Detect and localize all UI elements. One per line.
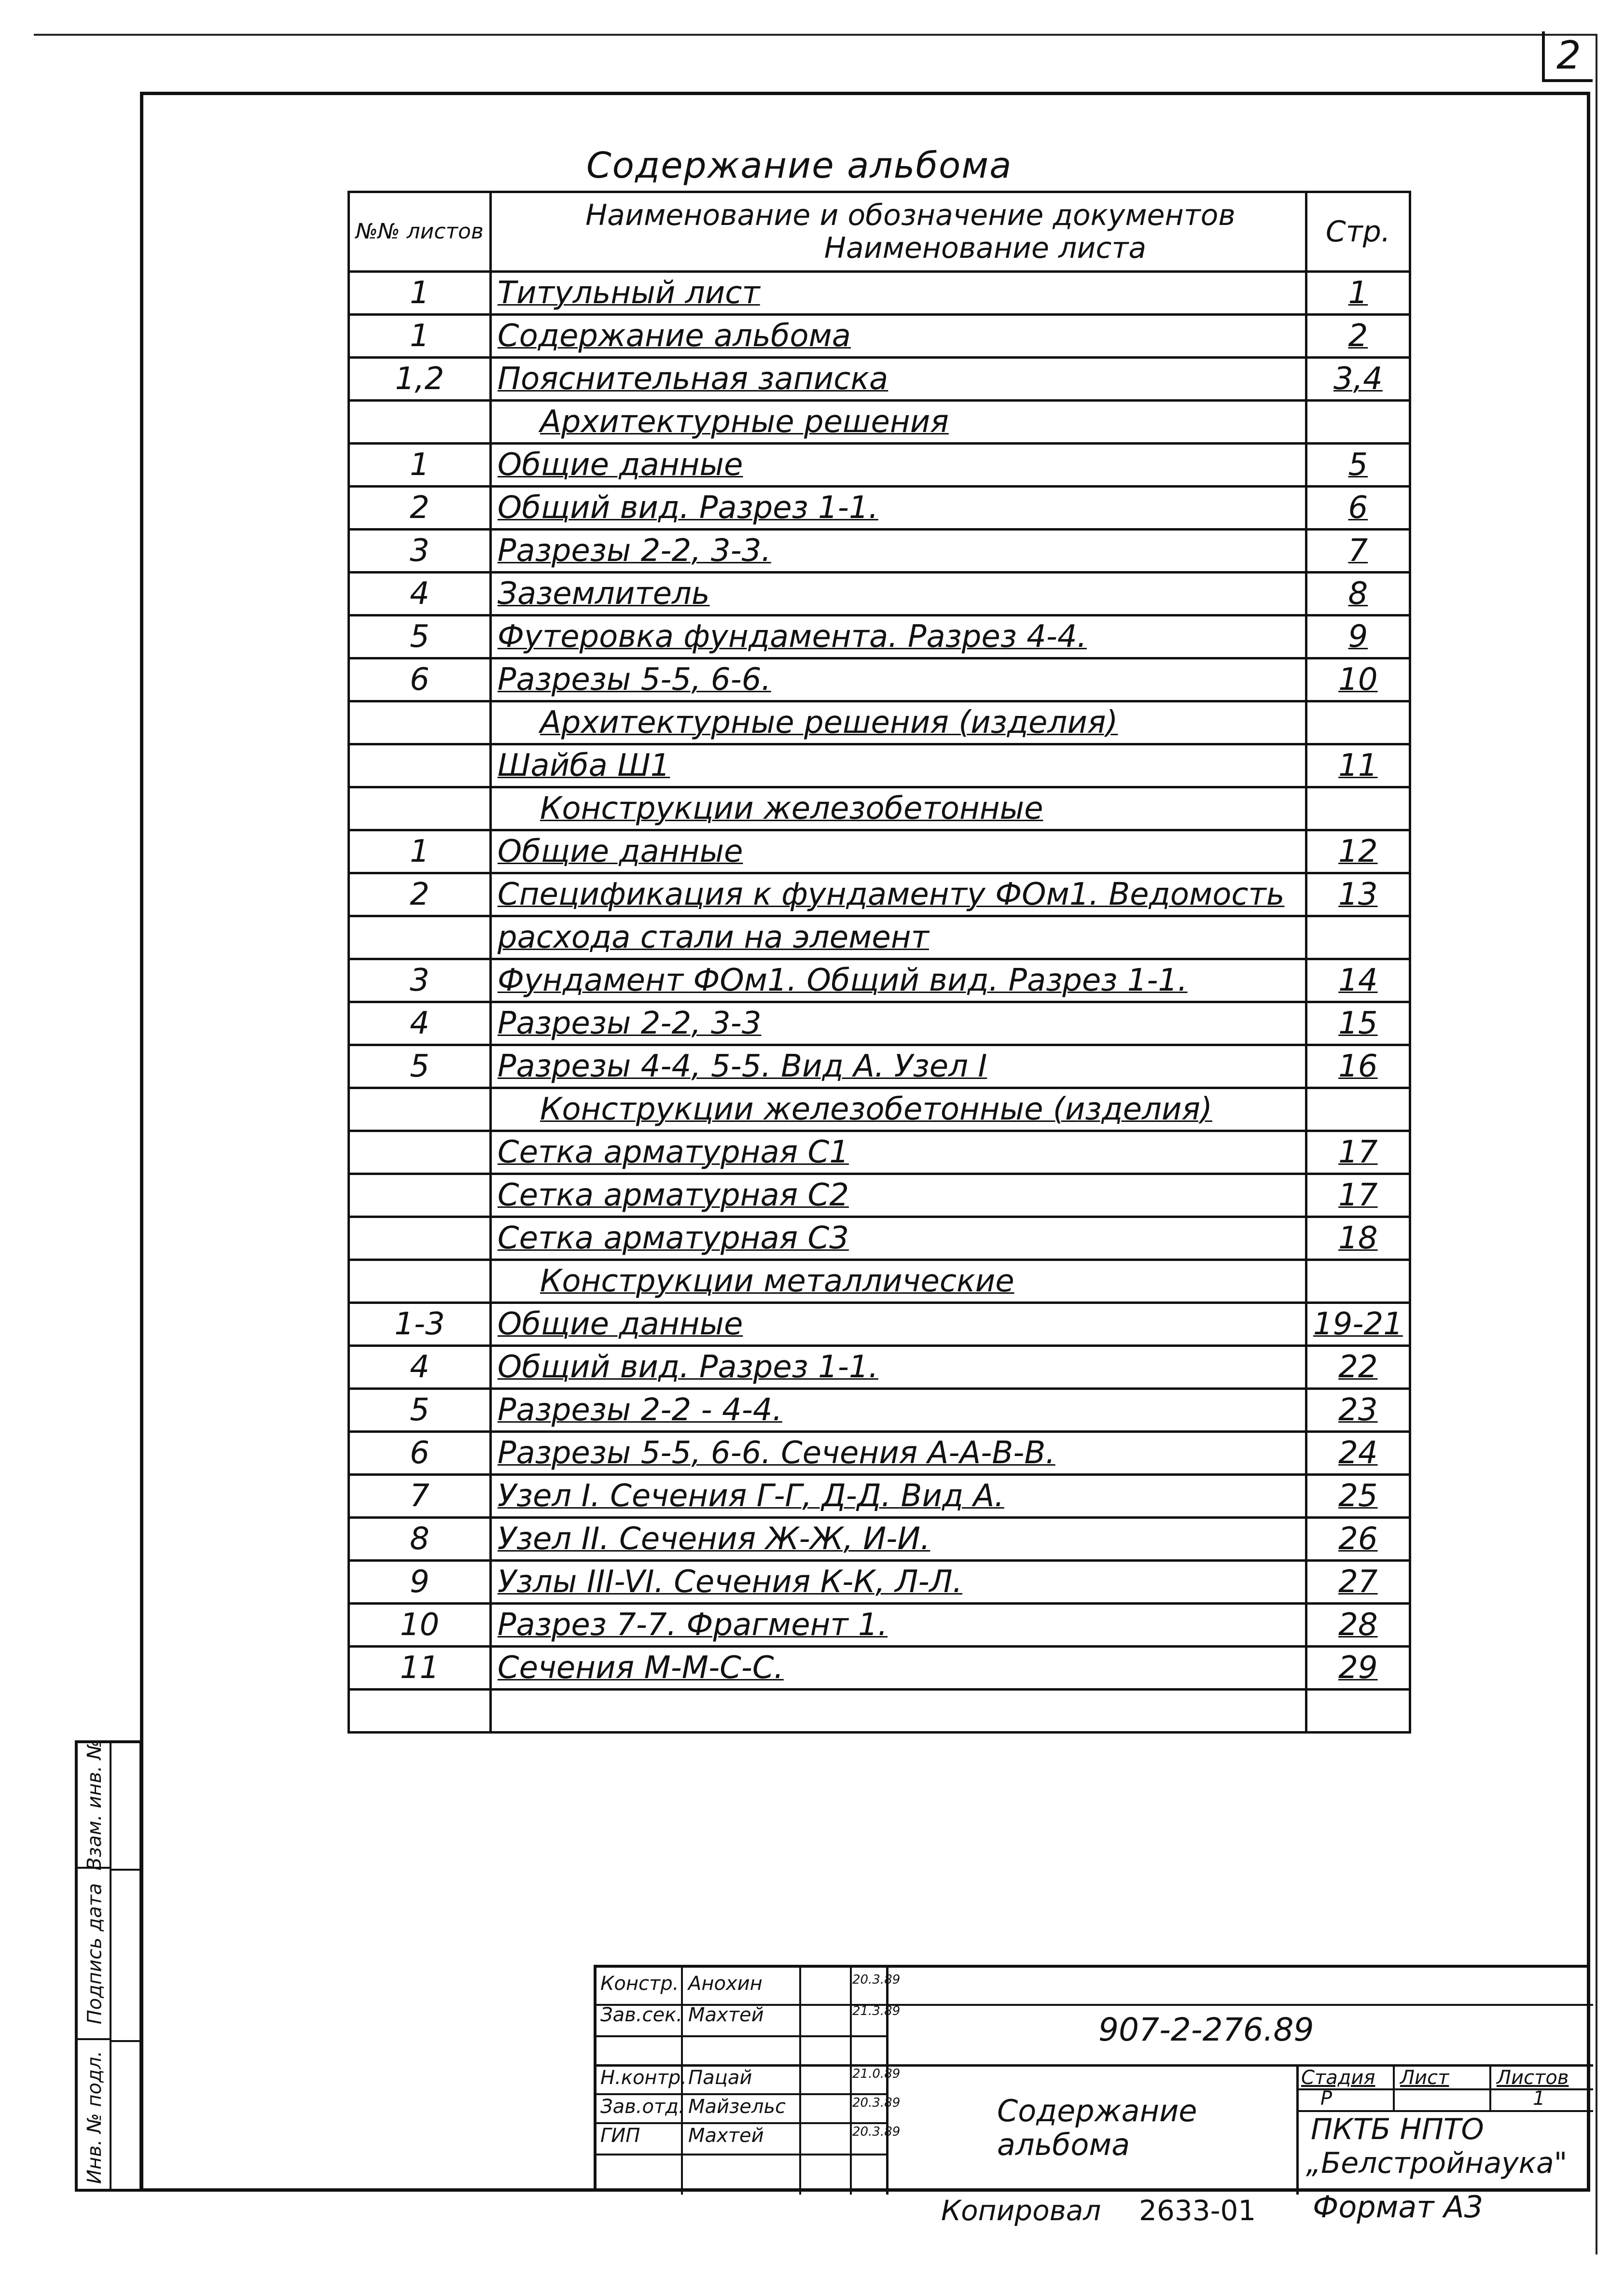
sheet-name-cell: Сечения М-М-С-С. [490, 1647, 1306, 1690]
page-cell: 25 [1306, 1475, 1410, 1518]
page-cell: 2 [1306, 315, 1410, 358]
title-block [594, 1965, 1590, 2192]
column-header-name-line1: Наименование и обозначение документов [585, 198, 1235, 232]
page-cell: 14 [1306, 959, 1410, 1002]
page-cell: 6 [1306, 487, 1410, 530]
table-row [349, 1647, 1410, 1690]
page-cell: 12 [1306, 830, 1410, 873]
page-cell: 22 [1306, 1346, 1410, 1389]
sheet-name-cell: Узел II. Сечения Ж-Ж, И-И. [490, 1518, 1306, 1561]
column-header-name [490, 192, 1306, 272]
table-row [349, 1174, 1410, 1217]
signer-role: Зав.отд. [600, 2096, 685, 2118]
page-cell: 15 [1306, 1002, 1410, 1045]
page-title: Содержание альбома [586, 145, 1013, 186]
sheet-number-cell [349, 401, 491, 444]
page-cell: 5 [1306, 444, 1410, 487]
table-row [349, 1045, 1410, 1088]
sheet-name-cell: Разрезы 5-5, 6-6. [490, 658, 1306, 701]
table-row [349, 616, 1410, 658]
sheet-name-cell: Общие данные [490, 444, 1306, 487]
table-row [349, 1131, 1410, 1174]
signer-name: Махтей [688, 2125, 764, 2147]
signer-role: Зав.сек. [600, 2004, 682, 2026]
signer-date: 20.3.89 [852, 1973, 901, 1987]
table-row [349, 487, 1410, 530]
table-row [349, 830, 1410, 873]
sheet-name-line2: альбома [997, 2127, 1130, 2162]
sheet-number-cell: 3 [349, 959, 491, 1002]
sheet-number-cell [349, 744, 491, 787]
sheet-name-cell: Содержание альбома [490, 315, 1306, 358]
sheet-number-cell: 5 [349, 616, 491, 658]
sheet-number-cell [349, 1088, 491, 1131]
sheet-number-cell [349, 701, 491, 744]
sheet-number-cell: 9 [349, 1561, 491, 1604]
sheet-number-cell [349, 1174, 491, 1217]
sheet-number-cell: 1-3 [349, 1303, 491, 1346]
inv-no-cell: Инв. № подл. [83, 2051, 106, 2184]
table-row [349, 1303, 1410, 1346]
sheet-name-cell: Разрезы 2-2, 3-3 [490, 1002, 1306, 1045]
sheet-number-cell: 1 [349, 444, 491, 487]
sheet-name-cell: Узлы III-VI. Сечения К-К, Л-Л. [490, 1561, 1306, 1604]
table-row [349, 873, 1410, 916]
sheet-number-cell: 4 [349, 1002, 491, 1045]
page-cell [1306, 1260, 1410, 1303]
signer-date: 20.3.89 [852, 2125, 901, 2139]
page-cell: 28 [1306, 1604, 1410, 1647]
sheet-number-cell: 11 [349, 1647, 491, 1690]
page-cell: 10 [1306, 658, 1410, 701]
signer-name: Майзельс [688, 2096, 786, 2118]
column-header-name-line2: Наименование листа [824, 231, 1147, 265]
section-row [349, 787, 1410, 830]
table-row [349, 444, 1410, 487]
sheet-name-cell: Общие данные [490, 1303, 1306, 1346]
page-cell: 7 [1306, 530, 1410, 573]
section-row [349, 1260, 1410, 1303]
section-title-cell: Архитектурные решения (изделия) [490, 701, 1306, 744]
sheet-number-cell [349, 1260, 491, 1303]
sheet-label: Лист [1400, 2067, 1449, 2089]
page-cell: 18 [1306, 1217, 1410, 1260]
sheet-number-cell: 2 [349, 487, 491, 530]
page-cell [1306, 401, 1410, 444]
table-row [349, 1217, 1410, 1260]
side-approval-stamp [75, 1740, 142, 2192]
page-cell: 1 [1306, 272, 1410, 315]
sheet-number-cell: 10 [349, 1604, 491, 1647]
sheet-name-cell: Общие данные [490, 830, 1306, 873]
sheet-number-cell: 1 [349, 830, 491, 873]
sheet-number-cell [349, 787, 491, 830]
table-row [349, 530, 1410, 573]
replace-inv-cell: Взам. инв. № [78, 1743, 111, 1869]
table-row [349, 1346, 1410, 1389]
section-title-cell: Конструкции железобетонные [490, 787, 1306, 830]
sheet-number-cell: 3 [349, 530, 491, 573]
page-cell [1306, 916, 1410, 959]
sheet-name-cell: Разрез 7-7. Фрагмент 1. [490, 1604, 1306, 1647]
signer-role: ГИП [600, 2125, 640, 2147]
page-cell: 3,4 [1306, 358, 1410, 401]
sheet-number-cell [349, 916, 491, 959]
copied-by-label: Копировал [941, 2194, 1101, 2227]
page-cell: 17 [1306, 1174, 1410, 1217]
sheet-number-cell [349, 1690, 491, 1733]
page-cell: 13 [1306, 873, 1410, 916]
stage-value: Р [1320, 2087, 1333, 2110]
page-cell: 11 [1306, 744, 1410, 787]
organization-line2: „Белстройнаука" [1306, 2146, 1568, 2180]
table-row [349, 744, 1410, 787]
sheet-number: 2 [1542, 31, 1593, 82]
signer-role: Констр. [600, 1973, 679, 1995]
sheet-name-cell: Общий вид. Разрез 1-1. [490, 487, 1306, 530]
signer-date: 21.3.89 [852, 2004, 901, 2018]
sheet-number-cell: 7 [349, 1475, 491, 1518]
signer-date: 20.3.89 [852, 2096, 901, 2110]
sheet-name-cell: расхода стали на элемент [490, 916, 1306, 959]
signer-role: Н.контр. [600, 2067, 687, 2089]
sheet-number-cell: 8 [349, 1518, 491, 1561]
section-row [349, 701, 1410, 744]
page-cell: 9 [1306, 616, 1410, 658]
sheet-number-cell: 1 [349, 315, 491, 358]
table-row [349, 916, 1410, 959]
table-row [349, 1690, 1410, 1733]
side-divider [111, 2040, 142, 2042]
sheet-number-cell: 4 [349, 1346, 491, 1389]
sheet-number-cell: 1,2 [349, 358, 491, 401]
column-header-num: №№ листов [349, 192, 491, 272]
section-title-cell: Конструкции железобетонные (изделия) [490, 1088, 1306, 1131]
table-row [349, 1475, 1410, 1518]
sheet-name-cell: Общий вид. Разрез 1-1. [490, 1346, 1306, 1389]
sheets-value: 1 [1533, 2087, 1545, 2110]
sheet-name-cell: Пояснительная записка [490, 358, 1306, 401]
table-row [349, 358, 1410, 401]
page-cell [1306, 787, 1410, 830]
sheet-number-cell [349, 1217, 491, 1260]
sheet-name-cell: Титульный лист [490, 272, 1306, 315]
sheet-name-cell: Футеровка фундамента. Разрез 4-4. [490, 616, 1306, 658]
table-row [349, 1389, 1410, 1432]
contents-table [347, 191, 1411, 1734]
table-row [349, 658, 1410, 701]
table-row [349, 1432, 1410, 1475]
page-cell [1306, 1690, 1410, 1733]
page-cell: 17 [1306, 1131, 1410, 1174]
signer-name: Пацай [688, 2067, 752, 2089]
sheet-name-cell: Разрезы 5-5, 6-6. Сечения А-А-В-В. [490, 1432, 1306, 1475]
sheet-name-cell: Узел I. Сечения Г-Г, Д-Д. Вид А. [490, 1475, 1306, 1518]
table-row [349, 959, 1410, 1002]
sheet-name-cell [490, 1690, 1306, 1733]
sheet-name-cell: Разрезы 4-4, 5-5. Вид А. Узел I [490, 1045, 1306, 1088]
organization-line1: ПКТБ НПТО [1311, 2113, 1484, 2146]
section-title-cell: Конструкции металлические [490, 1260, 1306, 1303]
page-cell: 26 [1306, 1518, 1410, 1561]
sheet-name-cell: Сетка арматурная С3 [490, 1217, 1306, 1260]
sheet-name-cell: Сетка арматурная С1 [490, 1131, 1306, 1174]
section-row [349, 401, 1410, 444]
table-row [349, 1002, 1410, 1045]
signer-name: Анохин [688, 1973, 763, 1995]
format-label: Формат А3 [1313, 2189, 1484, 2225]
page-cell: 27 [1306, 1561, 1410, 1604]
stage-label: Стадия [1301, 2067, 1375, 2089]
table-row [349, 573, 1410, 616]
signer-date: 21.0.89 [852, 2067, 901, 2081]
page-cell: 24 [1306, 1432, 1410, 1475]
page-cell: 16 [1306, 1045, 1410, 1088]
sheet-name-cell: Фундамент ФОм1. Общий вид. Разрез 1-1. [490, 959, 1306, 1002]
sheet-number-cell: 4 [349, 573, 491, 616]
section-title-cell: Архитектурные решения [490, 401, 1306, 444]
column-header-page: Стр. [1306, 192, 1410, 272]
sheet-name-cell: Разрезы 2-2, 3-3. [490, 530, 1306, 573]
copy-number: 2633-01 [1139, 2194, 1256, 2227]
table-row [349, 272, 1410, 315]
table-row [349, 1561, 1410, 1604]
page-cell: 8 [1306, 573, 1410, 616]
sheets-label: Листов [1497, 2067, 1569, 2089]
table-row [349, 1518, 1410, 1561]
sheet-number-cell: 6 [349, 1432, 491, 1475]
page-cell [1306, 1088, 1410, 1131]
sheet-number-cell: 5 [349, 1389, 491, 1432]
sheet-number-cell: 2 [349, 873, 491, 916]
table-row [349, 1604, 1410, 1647]
sheet-number-cell [349, 1131, 491, 1174]
page-cell [1306, 701, 1410, 744]
page-cell: 19-21 [1306, 1303, 1410, 1346]
sheet-name-cell: Разрезы 2-2 - 4-4. [490, 1389, 1306, 1432]
sheet-name-cell: Сетка арматурная С2 [490, 1174, 1306, 1217]
sheet-number-cell: 5 [349, 1045, 491, 1088]
sheet-number-cell: 6 [349, 658, 491, 701]
sheet-name-cell: Заземлитель [490, 573, 1306, 616]
document-designation: 907-2-276.89 [1098, 2011, 1314, 2048]
table-row [349, 315, 1410, 358]
side-divider [111, 1869, 142, 1871]
section-row [349, 1088, 1410, 1131]
page-cell: 23 [1306, 1389, 1410, 1432]
table-header-row [349, 192, 1410, 272]
signer-name: Махтей [688, 2004, 764, 2026]
sheet-number-cell: 1 [349, 272, 491, 315]
sheet-name-cell: Спецификация к фундаменту ФОм1. Ведомость [490, 873, 1306, 916]
sign-date-cell: Подпись дата [78, 1869, 111, 2040]
page-cell: 29 [1306, 1647, 1410, 1690]
sheet-name-cell: Шайба Ш1 [490, 744, 1306, 787]
sheet-name-line1: Содержание [997, 2093, 1197, 2128]
